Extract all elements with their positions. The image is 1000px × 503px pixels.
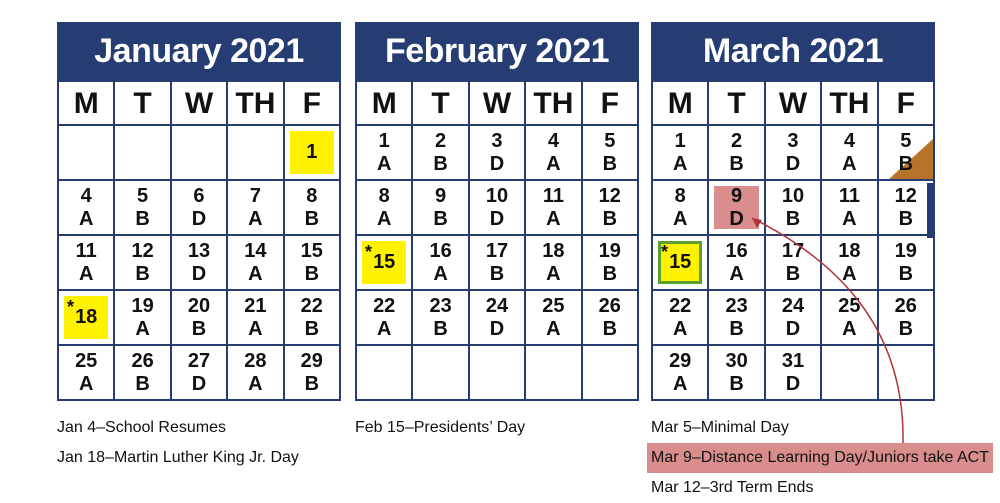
day-letter: D [489,317,505,340]
calendar-january [57,22,341,401]
weekday-header: W [172,82,228,126]
day-cell [470,346,526,401]
day-number: 21 [244,294,267,317]
calendar-grid [355,80,639,401]
weekday-header: TH [822,82,878,126]
weekday-header: M [653,82,709,126]
day-cell [583,346,639,401]
day-letter: B [304,207,320,230]
day-letter: A [433,262,448,285]
notes-january [57,413,299,473]
day-cell [766,291,822,346]
day-number: 10 [485,184,509,207]
day-cell [285,346,341,401]
day-number: 17 [781,239,805,262]
calendar-february [355,22,639,401]
day-number: 23 [725,294,748,317]
day-number: 12 [131,239,154,262]
day-cell [285,126,341,181]
day-number: 5 [137,184,149,207]
day-cell [470,291,526,346]
note-mar-term-ends: Mar 12–3rd Term Ends [651,479,814,496]
note-jan-mlk-day: Jan 18–Martin Luther King Jr. Day [57,449,299,466]
day-cell [879,236,935,291]
day-cell [526,181,582,236]
day-cell [115,236,171,291]
weekday-header: W [470,82,526,126]
day-number: 5 [604,129,616,152]
day-cell [115,291,171,346]
day-number: 24 [485,294,509,317]
day-letter: D [785,152,801,175]
day-number: 7 [249,184,261,207]
day-number: 5 [900,129,912,152]
day-cell [709,181,765,236]
day-letter: D [489,207,505,230]
day-cell [709,346,765,401]
day-cell [228,181,284,236]
day-cell [59,126,115,181]
day-letter: B [898,317,914,340]
day-number: 1 [306,141,318,163]
day-number: 19 [598,239,621,262]
note-mar-distance-learning: Mar 9–Distance Learning Day/Juniors take ACT [647,443,993,473]
day-cell [172,291,228,346]
day-letter: B [898,152,914,175]
calendar-grid [651,80,935,401]
day-number: 15 [373,251,396,273]
day-letter: A [248,262,263,285]
day-letter: B [304,262,320,285]
day-letter: B [433,152,448,175]
day-cell [59,181,115,236]
day-number: 8 [674,184,686,207]
day-number: 25 [75,349,98,372]
day-number: 19 [131,294,154,317]
day-cell [653,181,709,236]
day-cell [766,126,822,181]
weekday-header: T [115,82,171,126]
term-end-marker [927,183,934,238]
day-letter: A [546,152,561,175]
day-letter: A [546,317,561,340]
day-number: 11 [542,184,564,207]
day-letter: A [248,317,263,340]
day-number: 11 [75,239,97,262]
day-letter: B [729,372,744,395]
day-letter: B [489,262,505,285]
day-cell [822,291,878,346]
day-number: 29 [300,349,323,372]
day-cell [357,291,413,346]
day-letter: A [248,207,263,230]
day-cell [583,126,639,181]
day-number: 12 [894,184,917,207]
holiday-star: * [67,297,75,317]
day-letter: D [489,152,505,175]
day-cell [413,291,469,346]
day-letter: B [304,317,320,340]
weekday-header: F [285,82,341,126]
day-number: 26 [598,294,621,317]
day-cell [470,181,526,236]
day-cell [709,236,765,291]
day-letter: B [433,317,448,340]
day-letter: A [376,317,392,340]
day-number: 26 [894,294,917,317]
day-cell [413,126,469,181]
note-feb-presidents-day: Feb 15–Presidents’ Day [355,419,526,436]
day-cell [822,126,878,181]
day-cell [879,291,935,346]
day-highlight [64,296,108,339]
day-cell [357,236,413,291]
day-cell [653,236,709,291]
day-cell [653,126,709,181]
weekday-header: F [879,82,935,126]
day-letter: B [135,207,150,230]
day-number: 4 [80,184,92,207]
day-cell [228,126,284,181]
day-letter: B [785,207,801,230]
weekday-header: M [357,82,413,126]
day-cell [822,236,878,291]
day-cell [526,291,582,346]
day-letter: B [785,262,801,285]
day-cell [357,126,413,181]
day-letter: D [729,207,744,230]
day-cell [172,126,228,181]
day-number: 18 [542,239,565,262]
day-letter: A [248,372,263,395]
day-number: 1 [674,129,686,152]
day-number: 15 [669,251,692,273]
month-title: March 2021 [651,22,935,80]
day-letter: B [729,317,744,340]
day-number: 22 [373,294,396,317]
day-cell [766,181,822,236]
day-cell [470,236,526,291]
day-cell [228,291,284,346]
day-cell [583,291,639,346]
day-letter: A [78,372,94,395]
notes-march [651,413,993,503]
day-letter: A [78,207,94,230]
day-number: 16 [725,239,748,262]
weekday-header: M [59,82,115,126]
day-cell [526,126,582,181]
day-cell [653,291,709,346]
day-number: 20 [187,294,211,317]
day-letter: B [898,207,914,230]
day-number: 12 [598,184,621,207]
day-cell [526,236,582,291]
day-number: 6 [193,184,205,207]
day-letter: A [672,207,688,230]
day-number: 23 [429,294,452,317]
weekday-header: W [766,82,822,126]
day-cell [59,236,115,291]
holiday-star: * [661,242,669,262]
day-number: 29 [669,349,692,372]
day-cell [822,346,878,401]
day-cell [879,126,935,181]
day-cell [766,346,822,401]
calendar-grid [57,80,341,401]
day-number: 26 [131,349,154,372]
day-number: 30 [725,349,748,372]
day-cell [285,181,341,236]
day-cell [653,346,709,401]
day-cell [583,236,639,291]
day-letter: A [842,262,857,285]
day-letter: B [729,152,744,175]
day-cell [879,346,935,401]
weekday-header: TH [526,82,582,126]
note-jan-school-resumes: Jan 4–School Resumes [57,419,226,436]
day-cell [413,346,469,401]
day-cell [115,346,171,401]
day-number: 8 [306,184,318,207]
day-cell [709,126,765,181]
month-title: January 2021 [57,22,341,80]
day-cell [470,126,526,181]
month-title: February 2021 [355,22,639,80]
day-letter: A [135,317,150,340]
day-number: 18 [75,306,98,328]
day-cell [766,236,822,291]
day-letter: D [191,207,207,230]
day-number: 28 [244,349,267,372]
day-letter: A [729,262,744,285]
day-number: 11 [838,184,860,207]
day-number: 22 [669,294,692,317]
day-letter: A [842,317,857,340]
day-number: 8 [378,184,390,207]
day-letter: B [602,152,618,175]
day-cell [115,126,171,181]
day-cell [172,236,228,291]
weekday-header: F [583,82,639,126]
day-cell [59,346,115,401]
day-number: 3 [787,129,799,152]
day-cell [822,181,878,236]
day-number: 4 [547,129,559,152]
day-number: 19 [894,239,917,262]
day-number: 13 [187,239,211,262]
day-letter: B [898,262,914,285]
day-cell [285,236,341,291]
day-letter: A [376,152,392,175]
day-highlight [658,241,702,284]
day-highlight [290,131,334,174]
day-letter: A [672,152,688,175]
day-letter: B [602,207,618,230]
day-letter: D [785,317,801,340]
day-letter: B [602,317,618,340]
notes-february [355,413,525,443]
day-number: 9 [731,184,743,207]
day-number: 4 [843,129,855,152]
day-letter: A [672,317,688,340]
day-letter: B [135,262,150,285]
day-number: 10 [781,184,805,207]
day-highlight [362,241,406,284]
day-cell [357,346,413,401]
day-cell [228,346,284,401]
day-highlight [714,186,758,229]
day-number: 17 [485,239,509,262]
note-mar-minimal-day: Mar 5–Minimal Day [651,419,789,436]
day-letter: B [191,317,207,340]
day-number: 15 [300,239,323,262]
day-cell [709,291,765,346]
day-cell [285,291,341,346]
day-cell [172,181,228,236]
day-number: 1 [378,129,390,152]
day-number: 31 [781,349,805,372]
day-number: 2 [435,129,447,152]
day-letter: D [785,372,801,395]
day-letter: B [433,207,448,230]
weekday-header: TH [228,82,284,126]
day-cell [526,346,582,401]
day-letter: B [304,372,320,395]
day-number: 16 [429,239,452,262]
day-number: 24 [781,294,805,317]
day-letter: A [842,207,857,230]
day-letter: B [135,372,150,395]
holiday-star: * [365,242,373,262]
day-letter: D [191,372,207,395]
day-cell [172,346,228,401]
day-cell [115,181,171,236]
day-number: 22 [300,294,323,317]
day-letter: A [672,372,688,395]
day-cell [59,291,115,346]
day-number: 25 [838,294,861,317]
calendar-march [651,22,935,401]
day-letter: A [546,262,561,285]
day-cell [228,236,284,291]
day-cell [413,181,469,236]
day-number: 25 [542,294,565,317]
day-cell [413,236,469,291]
weekday-header: T [413,82,469,126]
weekday-header: T [709,82,765,126]
day-letter: A [376,207,392,230]
day-number: 9 [435,184,447,207]
day-number: 14 [244,239,267,262]
day-cell [583,181,639,236]
day-cell [357,181,413,236]
day-number: 3 [491,129,503,152]
day-letter: A [78,262,94,285]
day-letter: B [602,262,618,285]
day-number: 18 [838,239,861,262]
day-letter: A [842,152,857,175]
day-number: 2 [731,129,743,152]
day-number: 27 [187,349,211,372]
day-letter: D [191,262,207,285]
day-letter: A [546,207,561,230]
